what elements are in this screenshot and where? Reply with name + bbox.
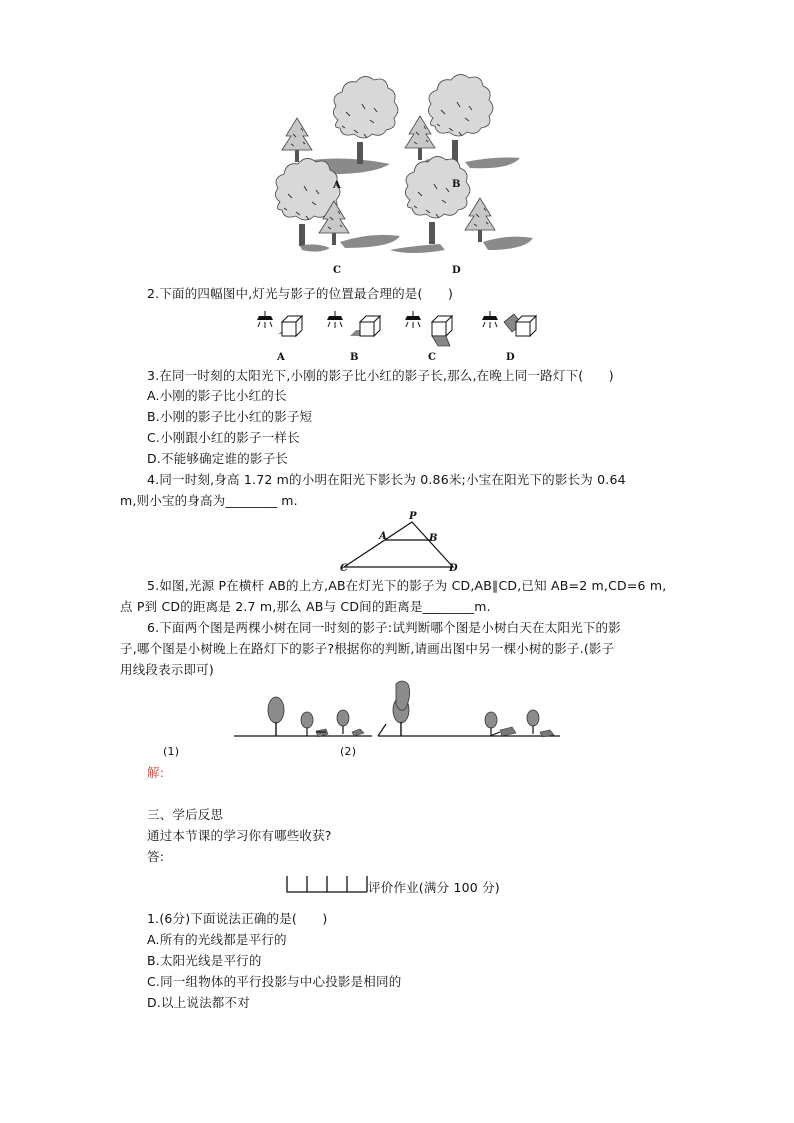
q6-line-2: 子,哪个图是小树晚上在路灯下的影子?根据你的判断,请画出图中另一棵小树的影子.(影子 <box>120 641 615 656</box>
q1-label-b: B <box>452 179 461 190</box>
q2-label-b: B <box>350 352 359 363</box>
q6-fig-label-1: (1) <box>163 745 180 758</box>
q5-line-1: 5.如图,光源 P在横杆 AB的上方,AB在灯光下的影子为 CD,AB∥CD,已知 AB=2 m,CD=6 m, <box>147 578 667 593</box>
e1-option-c: C.同一组物体的平行投影与中心投影是相同的 <box>147 974 402 989</box>
e1-option-a: A.所有的光线都是平行的 <box>147 932 287 947</box>
q1-label-d: D <box>452 265 461 276</box>
q5-label-d: D <box>449 563 458 574</box>
q6-fig-label-2: (2) <box>340 745 357 758</box>
q3-option-b: B.小刚的影子比小红的影子短 <box>147 409 313 424</box>
q6-line-1: 6.下面两个图是两棵小树在同一时刻的影子:试判断哪个图是小树白天在太阳光下的影 <box>147 620 621 635</box>
q5-line-2: 点 P到 CD的距离是 2.7 m,那么 AB与 CD间的距离是________m. <box>120 599 491 614</box>
q6-answer-label: 解: <box>147 765 165 780</box>
q4-line-1: 4.同一时刻,身高 1.72 m的小明在阳光下影长为 0.86米;小宝在阳光下的影长为 0.64 <box>147 472 626 487</box>
q5-label-c: C <box>340 563 348 574</box>
q1-label-c: C <box>333 265 341 276</box>
q3-option-a: A.小刚的影子比小红的长 <box>147 388 287 403</box>
q2-label-a: A <box>277 352 285 363</box>
e1-option-b: B.太阳光线是平行的 <box>147 953 262 968</box>
q2-question: 2.下面的四幅图中,灯光与影子的位置最合理的是( ) <box>147 286 454 301</box>
q3-option-c: C.小刚跟小红的影子一样长 <box>147 430 300 445</box>
e1-option-d: D.以上说法都不对 <box>147 995 250 1010</box>
section3-heading: 三、学后反思 <box>147 807 224 822</box>
q2-label-d: D <box>506 352 515 363</box>
q5-label-p: P <box>409 511 417 522</box>
q3-option-d: D.不能够确定谁的影子长 <box>147 451 288 466</box>
q2-label-c: C <box>428 352 436 363</box>
q3-question: 3.在同一时刻的太阳光下,小刚的影子比小红的影子长,那么,在晚上同一路灯下( ) <box>147 368 614 383</box>
q4-line-2: m,则小宝的身高为________ m. <box>120 493 298 508</box>
q5-label-a: A <box>379 531 387 542</box>
q6-line-3: 用线段表示即可) <box>120 662 214 677</box>
section3-prompt: 通过本节课的学习你有哪些收获? <box>147 828 332 843</box>
e1-question: 1.(6分)下面说法正确的是( ) <box>147 911 328 926</box>
eval-title: 评价作业(满分 100 分) <box>368 880 500 895</box>
q1-label-a: A <box>333 180 341 191</box>
q5-label-b: B <box>429 533 438 544</box>
section3-answer-label: 答: <box>147 849 165 864</box>
